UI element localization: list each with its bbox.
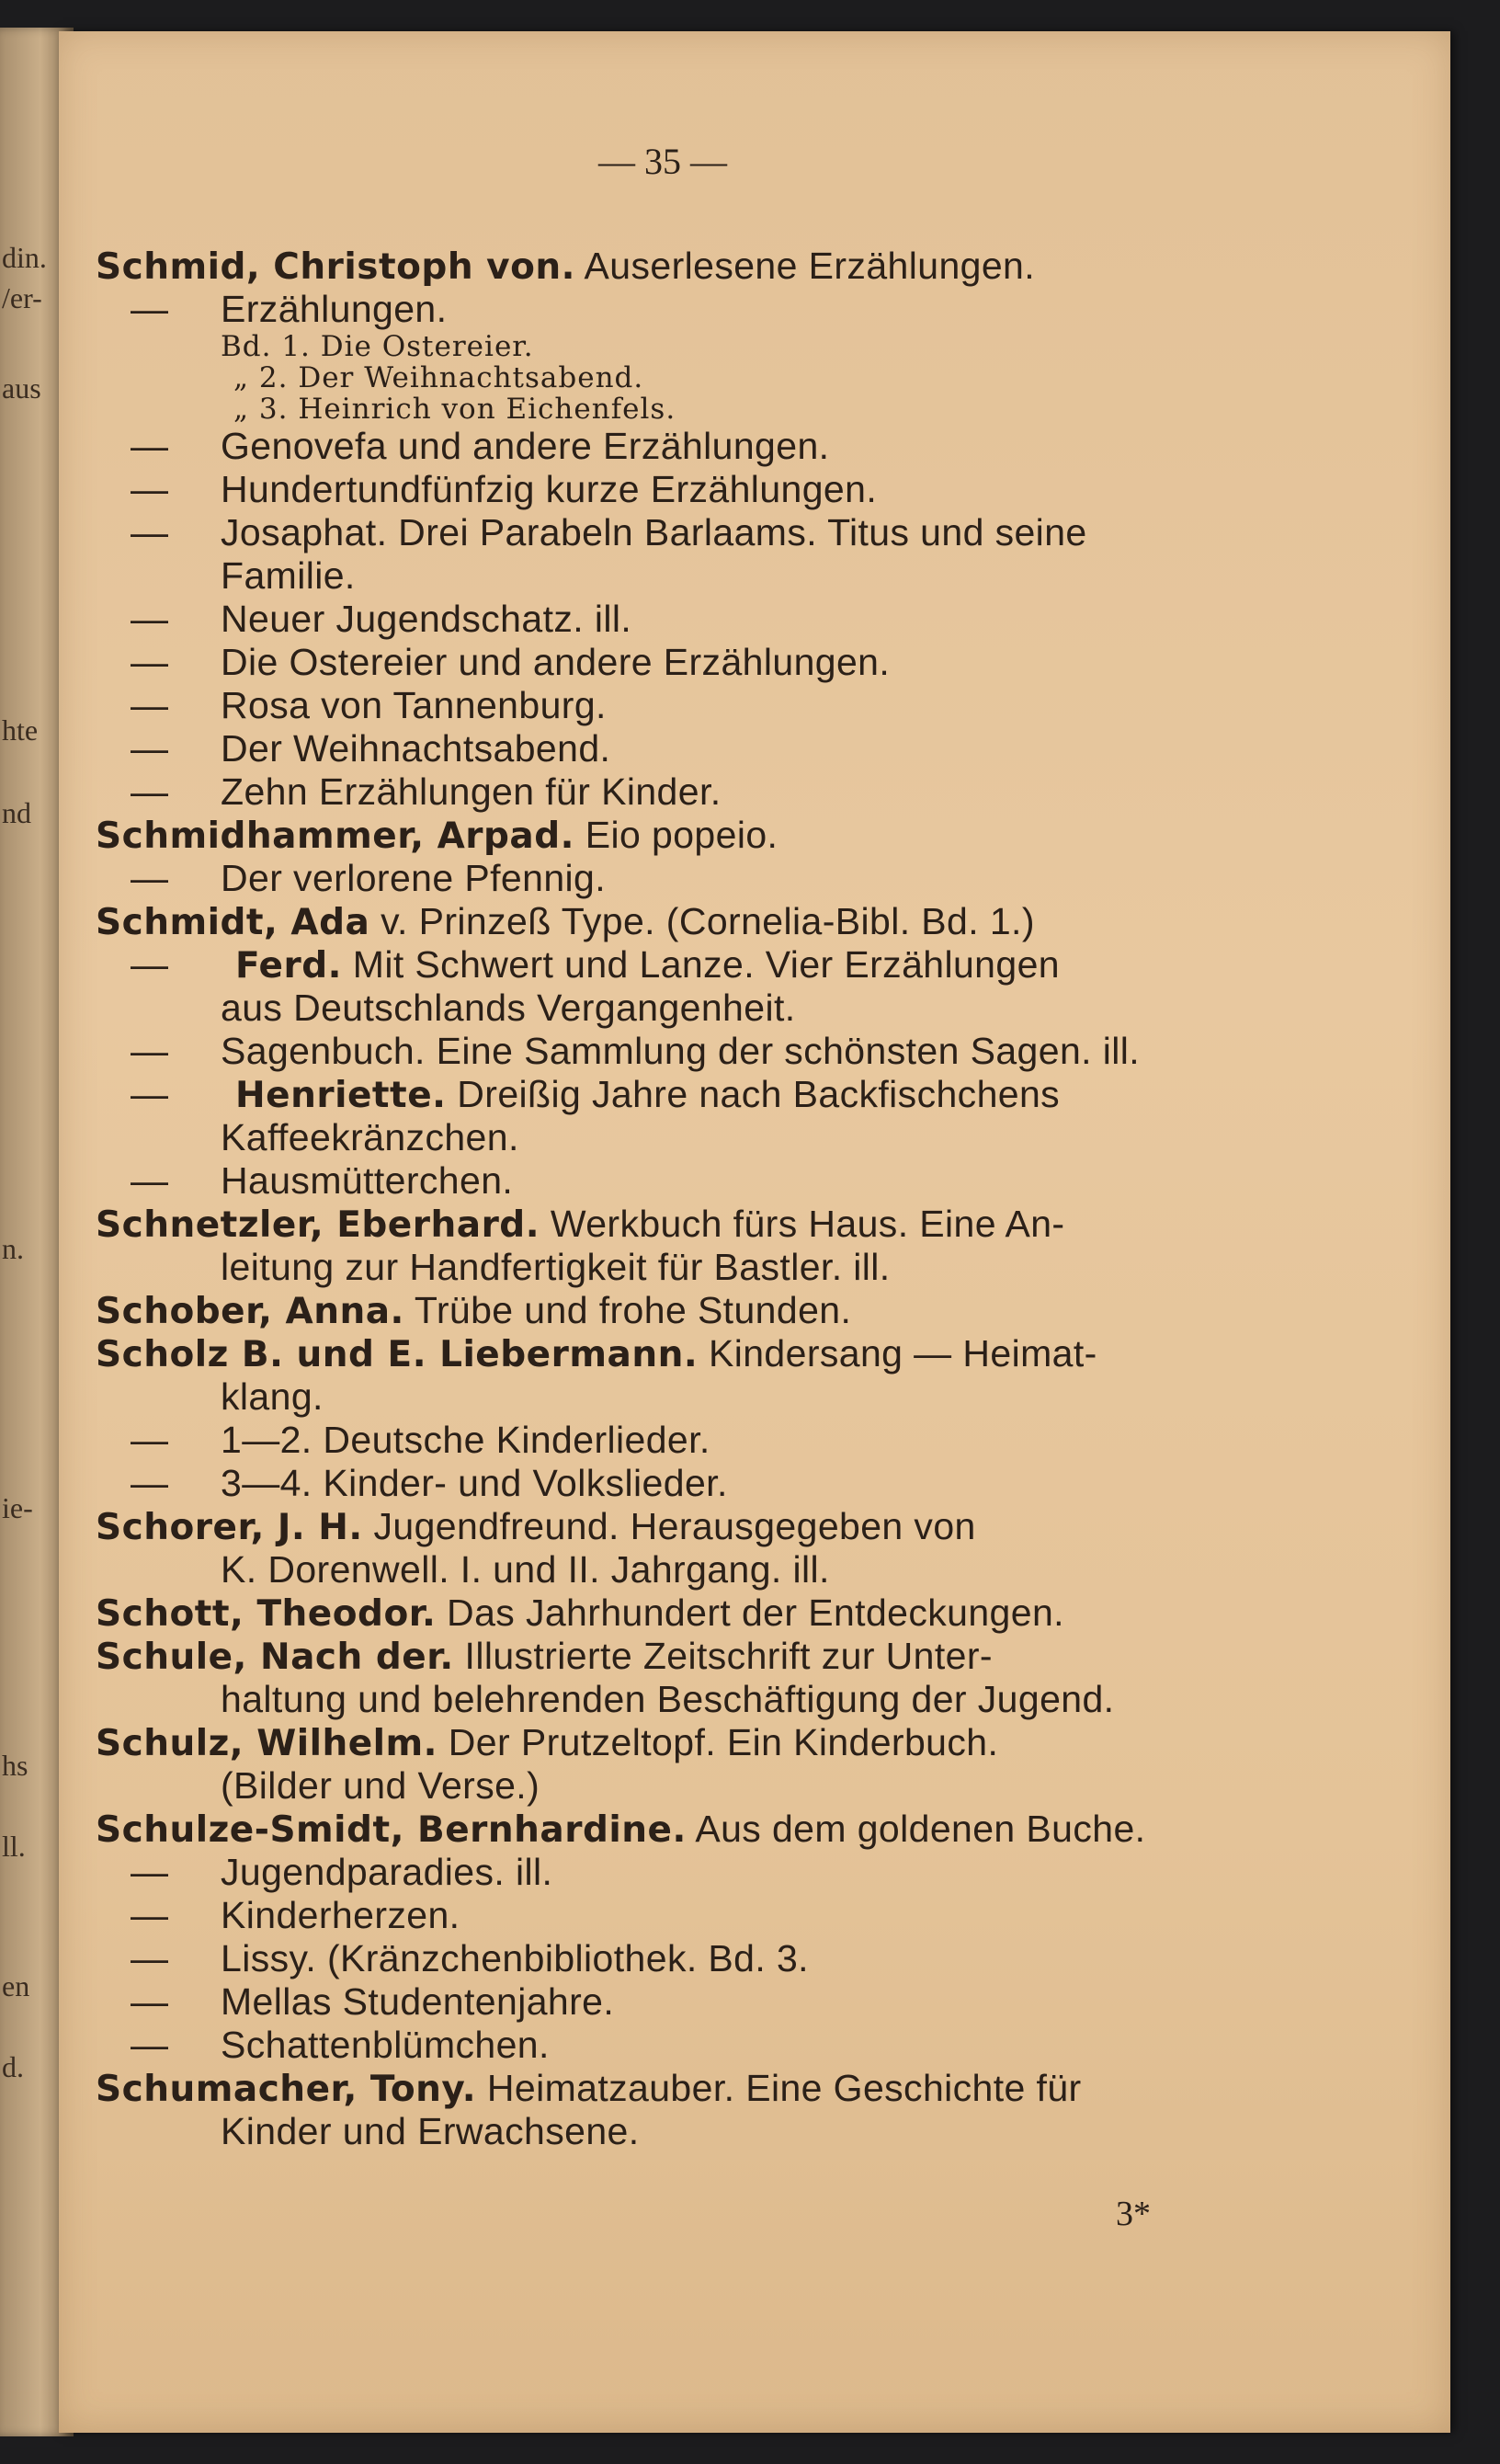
title-text: Werkbuch fürs Haus. Eine An- [540,1203,1065,1245]
entry-continuation-title [96,425,1318,468]
entry-continuation-title [96,1462,1318,1505]
entry-author-line [96,245,1318,288]
entry-continuation-title [96,1980,1318,2024]
wrapped-line: Kaffeekränzchen. [221,1116,519,1158]
author-name: Henriette. [235,1075,447,1116]
author-name: Schnetzler, Eberhard. [96,1204,540,1246]
edge-fragment: n. [2,1232,24,1265]
entry-continuation-title [96,288,1318,331]
entry-continuation-title [96,1894,1318,1937]
edge-fragment: ie- [2,1491,33,1524]
entry-author-line [96,1203,1318,1246]
entry-continuation-title [96,727,1318,770]
title-text: Die Ostereier und andere Erzählungen. [221,641,891,683]
title-text: Rosa von Tannenburg. [221,684,607,726]
ditto-dash: — [131,511,169,553]
edge-fragment: hte [2,713,39,747]
ditto-dash: — [131,727,169,770]
wrapped-line: K. Dorenwell. I. und II. Jahrgang. ill. [221,1548,830,1591]
edge-fragment: hs [2,1749,28,1782]
entry-continuation-title [96,1073,1318,1116]
edge-fragment: nd [2,796,31,829]
entry-author-line [96,1721,1318,1764]
wrapped-line: Kinder und Erwachsene. [221,2110,640,2152]
entry-continuation-title [96,770,1318,814]
wrapped-line: leitung zur Handfertigkeit für Bastler. ill. [221,1246,891,1288]
entry-continuation-title [96,2024,1318,2067]
ditto-dash: — [131,468,169,510]
author-name: Ferd. [235,945,342,987]
title-text: Josaphat. Drei Parabeln Barlaams. Titus und seine [221,511,1087,553]
author-name: Schulze-Smidt, Bernhardine. [96,1809,687,1851]
entry-continuation-title [96,598,1318,641]
author-name: Scholz B. und E. Liebermann. [96,1334,699,1375]
entry-author-line [96,2067,1318,2110]
title-text: Hausmütterchen. [221,1159,514,1202]
volume-line: „ 3. Heinrich von Eichenfels. [233,393,676,426]
title-text: Das Jahrhundert der Entdeckungen. [436,1591,1064,1634]
entry-continuation-title [96,468,1318,511]
author-name: Schmidt, Ada [96,902,370,943]
ditto-dash: — [131,1159,169,1202]
ditto-dash: — [131,1073,169,1115]
wrapped-line: aus Deutschlands Vergangenheit. [221,987,796,1029]
author-name: Schulz, Wilhelm. [96,1723,438,1764]
ditto-dash: — [131,1462,169,1504]
title-text: Neuer Jugendschatz. ill. [221,598,632,640]
title-text: v. Prinzeß Type. (Cornelia-Bibl. Bd. 1.) [369,900,1035,942]
entry-continuation-title [96,1851,1318,1894]
title-text: Der Prutzeltopf. Ein Kinderbuch. [438,1721,999,1763]
ditto-dash: — [131,1980,169,2023]
signature-mark: 3* [1116,2195,1151,2233]
ditto-dash: — [131,770,169,813]
title-text: Jugendparadies. ill. [221,1851,553,1893]
title-text: Schattenblümchen. [221,2024,550,2066]
wrapped-line: haltung und belehrenden Beschäftigung der Jugend. [221,1678,1115,1720]
entry-author-line [96,1505,1318,1548]
entry-continuation-title [96,1030,1318,1073]
entry-continuation-title [96,943,1318,987]
ditto-dash: — [131,425,169,467]
ditto-dash: — [131,288,169,330]
title-text: Kindersang — Heimat- [698,1332,1097,1375]
title-text: Mit Schwert und Lanze. Vier Erzählungen [341,943,1060,986]
title-text: Hundertundfünfzig kurze Erzählungen. [221,468,878,510]
edge-fragment: d. [2,2050,24,2083]
author-name: Schumacher, Tony. [96,2069,477,2110]
ditto-dash: — [131,1851,169,1893]
title-text: Sagenbuch. Eine Sammlung der schönsten Sagen. ill. [221,1030,1141,1072]
title-text: 1—2. Deutsche Kinderlieder. [221,1419,710,1461]
title-text: Auserlesene Erzählungen. [574,245,1036,287]
entry-continuation-title [96,857,1318,900]
title-text: Der verlorene Pfennig. [221,857,607,899]
wrapped-line: Familie. [221,554,356,597]
ditto-dash: — [131,943,169,986]
title-text: Trübe und frohe Stunden. [403,1289,852,1331]
wrapped-line: klang. [221,1375,324,1418]
title-text: Illustrierte Zeitschrift zur Unter- [453,1635,993,1677]
ditto-dash: — [131,684,169,726]
ditto-dash: — [131,2024,169,2066]
entry-author-line [96,1591,1318,1635]
entry-author-line [96,1808,1318,1851]
title-text: Der Weihnachtsabend. [221,727,611,770]
title-text: Lissy. (Kränzchenbibliothek. Bd. 3. [221,1937,809,1979]
author-name: Schober, Anna. [96,1291,404,1332]
entry-author-line [96,1289,1318,1332]
bibliography-list [96,245,1318,2153]
title-text: Kinderherzen. [221,1894,460,1936]
author-name: Schorer, J. H. [96,1507,363,1548]
title-text: Jugendfreund. Herausgegeben von [362,1505,976,1547]
entry-continuation-title [96,511,1318,554]
edge-fragment: din. [2,241,47,274]
title-text: Genovefa und andere Erzählungen. [221,425,830,467]
page-number: — 35 — [598,141,727,182]
title-text: Mellas Studentenjahre. [221,1980,615,2023]
edge-fragment: en [2,1969,30,2002]
title-text: Eio popeio. [574,814,778,856]
volume-line: Bd. 1. Die Ostereier. [221,330,534,363]
edge-fragment: ll. [2,1830,26,1863]
entry-author-line [96,1635,1318,1678]
ditto-dash: — [131,1419,169,1461]
title-text: Zehn Erzählungen für Kinder. [221,770,722,813]
entry-author-line [96,900,1318,943]
ditto-dash: — [131,641,169,683]
title-text: Erzählungen. [221,288,448,330]
entry-continuation-title [96,641,1318,684]
author-name: Schott, Theodor. [96,1593,437,1635]
title-text: Aus dem goldenen Buche. [686,1808,1146,1850]
ditto-dash: — [131,1937,169,1979]
title-text: Dreißig Jahre nach Backfischchens [446,1073,1061,1115]
ditto-dash: — [131,1894,169,1936]
book-page [59,31,1450,2433]
volume-line: „ 2. Der Weihnachtsabend. [233,361,644,394]
entry-continuation-title [96,1159,1318,1203]
entry-continuation-title [96,684,1318,727]
ditto-dash: — [131,1030,169,1072]
entry-continuation-title [96,1937,1318,1980]
edge-fragment: aus [2,371,41,405]
wrapped-line: (Bilder und Verse.) [221,1764,540,1807]
entry-author-line [96,814,1318,857]
ditto-dash: — [131,598,169,640]
title-text: Heimatzauber. Eine Geschichte für [476,2067,1082,2109]
author-name: Schmid, Christoph von. [96,246,575,288]
ditto-dash: — [131,857,169,899]
author-name: Schmidhammer, Arpad. [96,816,574,857]
author-name: Schule, Nach der. [96,1637,454,1678]
entry-continuation-title [96,1419,1318,1462]
edge-fragment: /er- [2,281,42,314]
title-text: 3—4. Kinder- und Volkslieder. [221,1462,728,1504]
entry-author-line [96,1332,1318,1375]
